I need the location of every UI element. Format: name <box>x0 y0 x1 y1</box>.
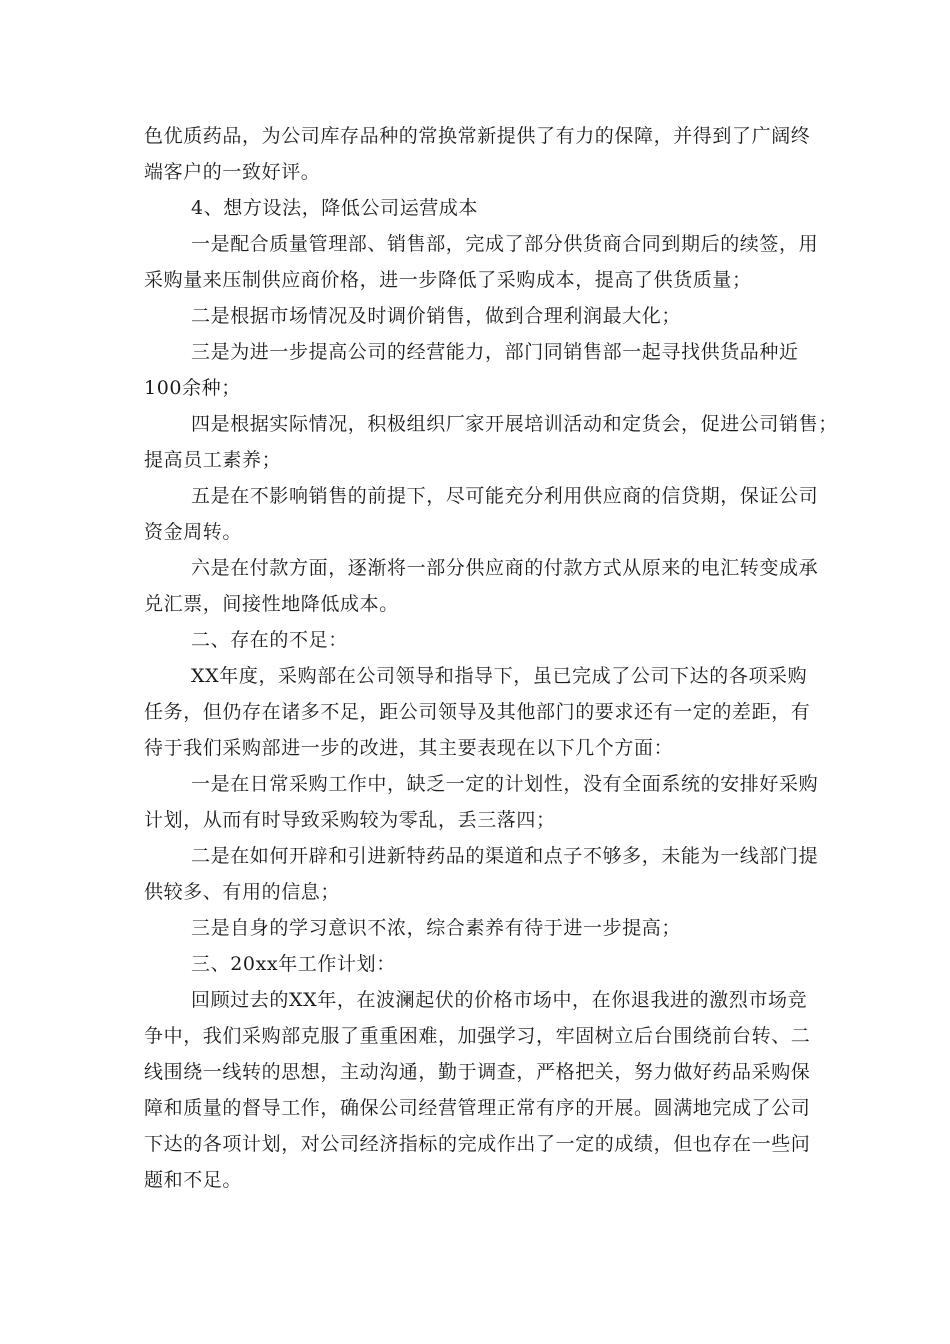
text-line: 采购量来压制供应商价格，进一步降低了采购成本，提高了供货质量； <box>144 269 752 291</box>
section-heading: 4、想方设法，降低公司运营成本 <box>191 197 479 219</box>
text-line: 端客户的一致好评。 <box>144 161 321 183</box>
text-line: XX年度，采购部在公司领导和指导下，虽已完成了公司下达的各项采购 <box>191 665 808 687</box>
text-line: 线围绕一线转的思想，主动沟通，勤于调查，严格把关，努力做好药品采购保 <box>144 1061 811 1083</box>
section-heading: 二、存在的不足： <box>191 629 348 651</box>
text-line: 五是在不影响销售的前提下，尽可能充分利用供应商的信贷期，保证公司 <box>191 485 819 507</box>
text-line: 兑汇票，间接性地降低成本。 <box>144 593 399 615</box>
text-line: 提高员工素养； <box>144 449 282 471</box>
text-line: 任务，但仍存在诸多不足，距公司领导及其他部门的要求还有一定的差距，有 <box>144 701 811 723</box>
text-line: 下达的各项计划，对公司经济指标的完成作出了一定的成绩，但也存在一些问 <box>144 1133 811 1155</box>
text-line: 供较多、有用的信息； <box>144 881 341 903</box>
text-line: 四是根据实际情况，积极组织厂家开展培训活动和定货会，促进公司销售； <box>191 413 838 435</box>
text-line: 三是为进一步提高公司的经营能力，部门同销售部一起寻找供货品种近 <box>191 341 799 363</box>
text-line: 计划，从而有时导致采购较为零乱，丢三落四； <box>144 809 556 831</box>
section-heading: 三、20xx年工作计划： <box>191 953 396 975</box>
text-line: 回顾过去的XX年，在波澜起伏的价格市场中，在你退我进的激烈市场竞 <box>191 989 808 1011</box>
text-line: 争中，我们采购部克服了重重困难，加强学习，牢固树立后台围绕前台转、二 <box>144 1025 811 1047</box>
text-line: 色优质药品，为公司库存品种的常换常新提供了有力的保障，并得到了广阔终 <box>144 125 811 147</box>
text-line: 障和质量的督导工作，确保公司经营管理正常有序的开展。圆满地完成了公司 <box>144 1097 811 1119</box>
text-line: 待于我们采购部进一步的改进，其主要表现在以下几个方面： <box>144 737 674 759</box>
text-line: 一是配合质量管理部、销售部，完成了部分供货商合同到期后的续签，用 <box>191 233 819 255</box>
text-line: 题和不足。 <box>144 1169 243 1191</box>
text-line: 六是在付款方面，逐渐将一部分供应商的付款方式从原来的电汇转变成承 <box>191 557 819 579</box>
text-line: 100余种； <box>144 377 241 399</box>
text-line: 资金周转。 <box>144 521 243 543</box>
text-line: 三是自身的学习意识不浓，综合素养有待于进一步提高； <box>191 917 682 939</box>
text-line: 一是在日常采购工作中，缺乏一定的计划性，没有全面系统的安排好采购 <box>191 773 819 795</box>
text-line: 二是在如何开辟和引进新特药品的渠道和点子不够多，未能为一线部门提 <box>191 845 819 867</box>
text-line: 二是根据市场情况及时调价销售，做到合理利润最大化； <box>191 305 682 327</box>
